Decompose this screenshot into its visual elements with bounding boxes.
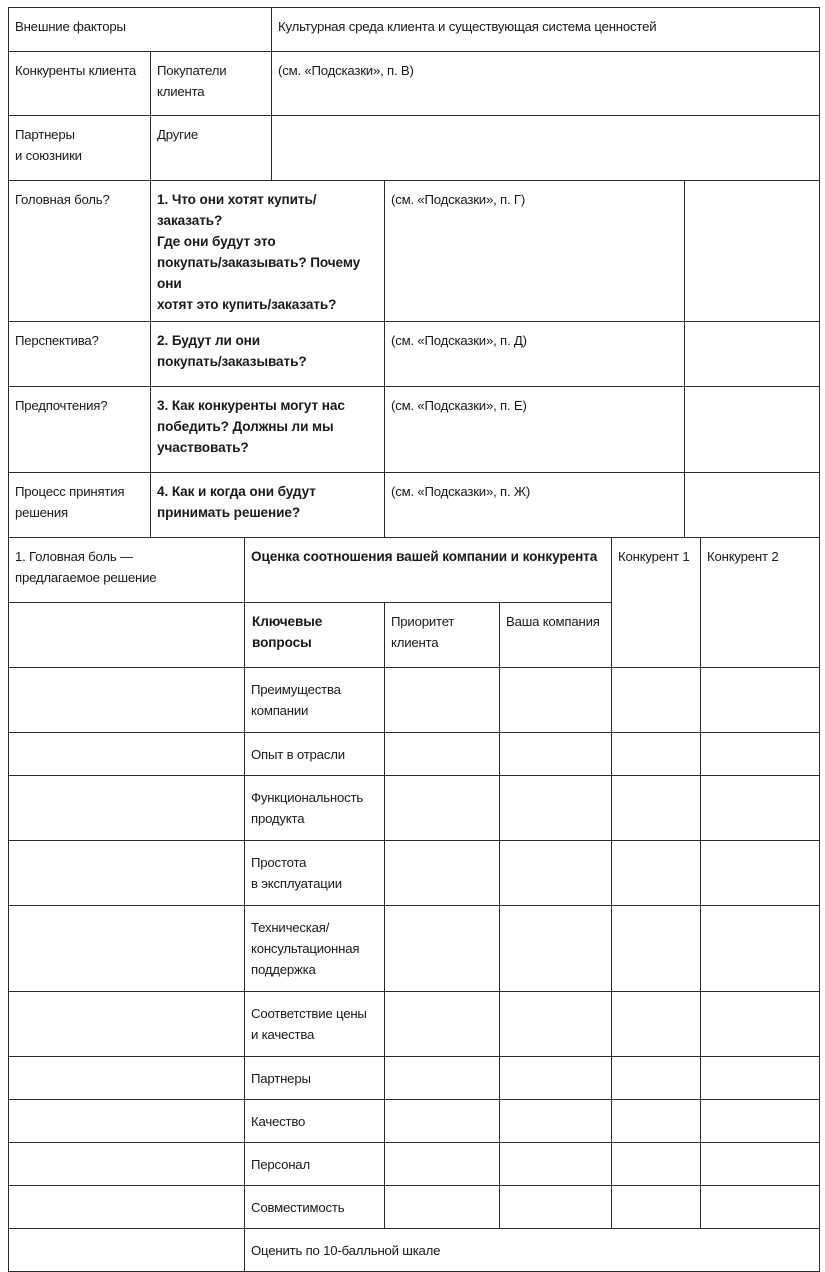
- solution-cell[interactable]: [9, 733, 245, 776]
- q2-question: 2. Будут ли они покупать/заказывать?: [151, 322, 385, 387]
- company-cell[interactable]: [500, 841, 612, 906]
- key-question: Техническая/ консультационная поддержка: [245, 906, 385, 992]
- hint-v: (см. «Подсказки», п. В): [272, 52, 820, 116]
- table-row: [9, 1143, 820, 1186]
- competitor1-cell[interactable]: [612, 992, 701, 1057]
- competitors-label: Конкуренты клиента: [9, 52, 151, 116]
- competitor2-cell[interactable]: [701, 668, 820, 733]
- competitor1-cell[interactable]: [612, 1143, 701, 1186]
- q2-label: Перспектива?: [9, 322, 151, 387]
- company-cell[interactable]: [500, 906, 612, 992]
- competitor2-cell[interactable]: [701, 906, 820, 992]
- competitor1-cell[interactable]: [612, 1100, 701, 1143]
- company-cell[interactable]: [500, 1057, 612, 1100]
- solution-cell[interactable]: [9, 992, 245, 1057]
- q4-label: Процесс принятия решения: [9, 473, 151, 538]
- competitor2-cell[interactable]: [701, 1100, 820, 1143]
- q3-hint: (см. «Подсказки», п. Е): [385, 387, 685, 473]
- buyers-label: Покупатели клиента: [151, 52, 272, 116]
- key-question: Преимущества компании: [245, 668, 385, 733]
- q1-label: Головная боль?: [9, 181, 151, 322]
- key-question: Совместимость: [245, 1186, 385, 1229]
- table-row: [9, 992, 820, 1057]
- q1-hint: (см. «Подсказки», п. Г): [385, 181, 685, 322]
- competitor2-cell[interactable]: [701, 841, 820, 906]
- your-company-header: Ваша компания: [500, 603, 612, 668]
- competitor2-header: Конкурент 2: [701, 538, 820, 668]
- competitor2-cell[interactable]: [701, 1143, 820, 1186]
- competitor1-cell[interactable]: [612, 906, 701, 992]
- key-question: Функциональность продукта: [245, 776, 385, 841]
- solution-cell[interactable]: [9, 1229, 245, 1272]
- table-row: [9, 776, 820, 841]
- q1-answer-cell[interactable]: [685, 181, 820, 322]
- table-row: [9, 1100, 820, 1143]
- competitor2-cell[interactable]: [701, 1057, 820, 1100]
- q4-question: 4. Как и когда они будут принимать решение?: [151, 473, 385, 538]
- priority-cell[interactable]: [385, 1143, 500, 1186]
- solution-cell[interactable]: [9, 668, 245, 733]
- table-row: [9, 1186, 820, 1229]
- solution-cell[interactable]: [9, 1100, 245, 1143]
- key-question: Опыт в отрасли: [245, 733, 385, 776]
- solution-cell[interactable]: [9, 1186, 245, 1229]
- competitor1-header: Конкурент 1: [612, 538, 701, 668]
- competitor2-cell[interactable]: [701, 1186, 820, 1229]
- company-cell[interactable]: [500, 1100, 612, 1143]
- priority-cell[interactable]: [385, 1057, 500, 1100]
- competitor1-cell[interactable]: [612, 1186, 701, 1229]
- competitor1-cell[interactable]: [612, 841, 701, 906]
- key-question: Персонал: [245, 1143, 385, 1186]
- company-cell[interactable]: [500, 733, 612, 776]
- competitor2-cell[interactable]: [701, 776, 820, 841]
- q2-answer-cell[interactable]: [685, 322, 820, 387]
- headache-solution-header: 1. Головная боль — предлагаемое решение: [9, 538, 245, 603]
- company-cell[interactable]: [500, 776, 612, 841]
- client-priority-header: Приоритет клиента: [385, 603, 500, 668]
- solution-cell[interactable]: [9, 906, 245, 992]
- table-row: [9, 733, 820, 776]
- assessment-title: Оценка соотношения вашей компании и конкурента: [245, 538, 612, 603]
- others-input-cell[interactable]: [272, 116, 820, 181]
- q3-question: 3. Как конкуренты могут нас победить? Должны ли мы участвовать?: [151, 387, 385, 473]
- company-cell[interactable]: [500, 1143, 612, 1186]
- priority-cell[interactable]: [385, 668, 500, 733]
- company-cell[interactable]: [500, 1186, 612, 1229]
- solution-cell[interactable]: [9, 1057, 245, 1100]
- solution-cell[interactable]: [9, 603, 245, 668]
- q2-hint: (см. «Подсказки», п. Д): [385, 322, 685, 387]
- external-factors-table: [8, 7, 820, 181]
- form-sheet: [8, 7, 819, 1272]
- q3-answer-cell[interactable]: [685, 387, 820, 473]
- competitor2-cell[interactable]: [701, 733, 820, 776]
- external-factors-header: Внешние факторы: [9, 8, 272, 52]
- rating-row: [9, 1229, 820, 1272]
- priority-cell[interactable]: [385, 841, 500, 906]
- culture-header: Культурная среда клиента и существующая система ценностей: [272, 8, 820, 52]
- key-question: Партнеры: [245, 1057, 385, 1100]
- priority-cell[interactable]: [385, 906, 500, 992]
- competitor1-cell[interactable]: [612, 776, 701, 841]
- company-cell[interactable]: [500, 668, 612, 733]
- q4-answer-cell[interactable]: [685, 473, 820, 538]
- key-questions-header: Ключевые вопросы: [245, 603, 385, 668]
- key-question: Соответствие цены и качества: [245, 992, 385, 1057]
- company-cell[interactable]: [500, 992, 612, 1057]
- solution-cell[interactable]: [9, 776, 245, 841]
- competitor1-cell[interactable]: [612, 668, 701, 733]
- table-row: [9, 906, 820, 992]
- assessment-table: [8, 537, 820, 1272]
- competitor2-cell[interactable]: [701, 992, 820, 1057]
- q3-label: Предпочтения?: [9, 387, 151, 473]
- priority-cell[interactable]: [385, 776, 500, 841]
- solution-cell[interactable]: [9, 1143, 245, 1186]
- rating-note: Оценить по 10-балльной шкале: [245, 1229, 820, 1272]
- q1-question: 1. Что они хотят купить/заказать? Где они будут это покупать/заказывать? Почему они хотят это купить/заказать?: [151, 181, 385, 322]
- priority-cell[interactable]: [385, 992, 500, 1057]
- competitor1-cell[interactable]: [612, 1057, 701, 1100]
- key-question: Простота в эксплуатации: [245, 841, 385, 906]
- table-row: [9, 841, 820, 906]
- others-label: Другие: [151, 116, 272, 181]
- table-row: [9, 668, 820, 733]
- priority-cell[interactable]: [385, 1100, 500, 1143]
- competitor1-cell[interactable]: [612, 733, 701, 776]
- solution-cell[interactable]: [9, 841, 245, 906]
- priority-cell[interactable]: [385, 733, 500, 776]
- key-question: Качество: [245, 1100, 385, 1143]
- priority-cell[interactable]: [385, 1186, 500, 1229]
- q4-hint: (см. «Подсказки», п. Ж): [385, 473, 685, 538]
- partners-label: Партнеры и союзники: [9, 116, 151, 181]
- questions-table: [8, 180, 820, 538]
- table-row: [9, 1057, 820, 1100]
